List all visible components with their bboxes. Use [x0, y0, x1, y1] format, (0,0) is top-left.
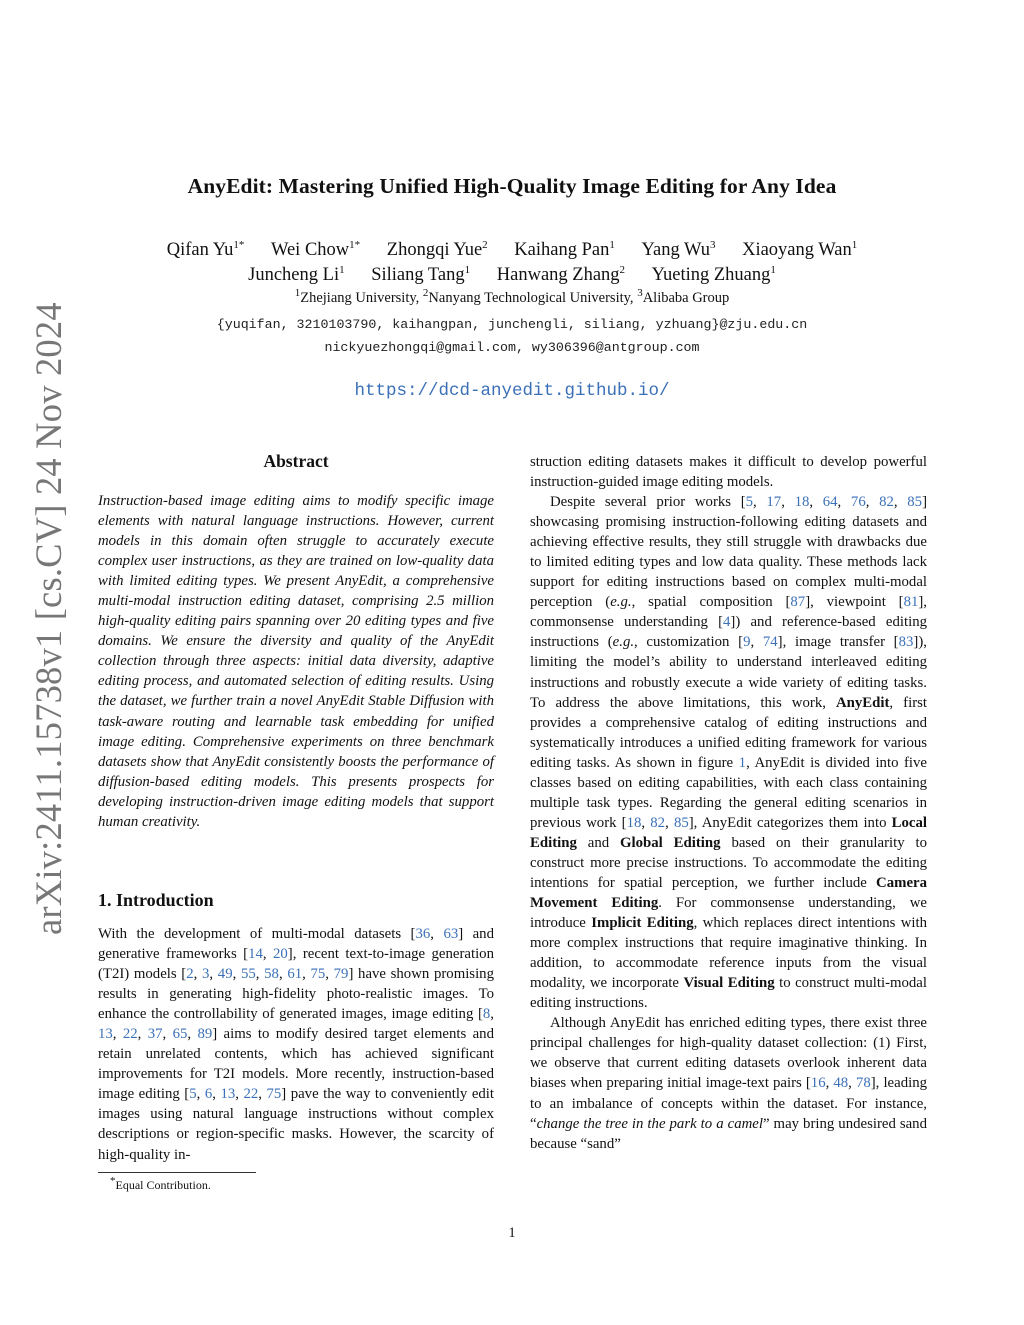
author: Yang Wu$^3$ — [641, 238, 716, 260]
citation-link[interactable]: 22 — [122, 1026, 138, 1043]
paper-title: AnyEdit: Mastering Unified High-Quality Image Editing for Any Idea — [187, 174, 837, 198]
author: Qifan $Yu^{1*}$ — [166, 238, 245, 260]
author-list-row1 — [0, 240, 1024, 261]
right-column-text — [530, 452, 927, 1154]
affiliations: $^1$Zhejiang University, $^2$Nanyang Technological University, $^3$Alibaba Group — [294, 287, 730, 306]
citation-link[interactable]: 3 — [202, 966, 210, 983]
author: Yueting Zhuang$^1$ — [651, 263, 776, 285]
citation-link[interactable]: 63 — [443, 926, 459, 942]
author-list-row2 — [0, 265, 1024, 286]
figure-link[interactable]: 1 — [738, 754, 747, 771]
citation-link[interactable]: 76 — [850, 494, 866, 511]
citation-link[interactable]: 75 — [310, 966, 326, 983]
citation-link[interactable]: 5 — [745, 494, 754, 511]
citation-link[interactable]: 78 — [855, 1075, 871, 1092]
citation-link[interactable]: 16 — [810, 1075, 826, 1092]
citation-link[interactable]: 48 — [833, 1075, 849, 1092]
author: Xiaoyang Wan$^1$ — [742, 238, 858, 260]
author: Wei Chow$^{1*}$ — [270, 238, 361, 260]
author: Hanwang Zhang$^2$ — [496, 263, 626, 285]
citation-link[interactable]: 4 — [723, 614, 731, 631]
citation-link[interactable]: 75 — [266, 1086, 282, 1103]
citation-link[interactable]: 13 — [98, 1026, 113, 1043]
citation-link[interactable]: 2 — [186, 966, 194, 983]
citation-link[interactable]: 87 — [790, 594, 806, 611]
citation-link[interactable]: 8 — [482, 1006, 491, 1023]
footnote-rule — [98, 1172, 256, 1173]
arxiv-identifier: arXiv:2411.15738v1 [cs.CV] 24 Nov 2024 — [28, 302, 69, 935]
paragraph-continuation: struction editing datasets makes it difficult to develop powerful instruction-guided image editing models. — [530, 454, 927, 491]
author: Siliang Tang$^1$ — [371, 263, 471, 285]
citation-link[interactable]: 13 — [220, 1086, 236, 1103]
citation-link[interactable]: 81 — [903, 594, 919, 611]
citation-link[interactable]: 65 — [172, 1026, 188, 1043]
citation-link[interactable]: 55 — [240, 966, 256, 983]
paragraph-challenges: Although AnyEdit has enriched editing types, there exist three principal challenges for high-quality dataset collection: (1) First, we observe that current editing datasets overlook inherent data biases when preparing initial image-text pairs [16, 48, 78], leading to an imbalance of concepts within the dataset. For instance, “change the tree in the park to a camel” may bring undesired sand because “sand” — [530, 1015, 927, 1152]
citation-link[interactable]: 89 — [197, 1026, 213, 1043]
citation-link[interactable]: 79 — [333, 966, 349, 983]
citation-link[interactable]: 18 — [794, 494, 810, 511]
citation-link[interactable]: 82 — [650, 814, 666, 831]
citation-link[interactable]: 49 — [217, 966, 233, 983]
citation-link[interactable]: 82 — [879, 494, 894, 511]
citation-link[interactable]: 61 — [287, 966, 303, 983]
citation-link[interactable]: 14 — [248, 946, 263, 963]
citation-link[interactable]: 36 — [415, 926, 431, 942]
paragraph-prior-works: Despite several prior works [5, 17, 18, 64, 76, 82, 85] showcasing promising instruction-following editing datasets and achieving effective results, they still struggle with drawbacks due to limited editing types and low data quality. These methods lack support for editing instructions based on complex multi-modal perception (e.g., spatial composition [87], viewpoint [81], commonsense understanding [4]) and reference-based editing instructions (e.g., customization [9, 74], image transfer [83]), limiting the model’s ability to understand interleaved editing instructions and robustly execute a wide variety of editing tasks. To address the above limitations, this work, AnyEdit, first provides a comprehensive catalog of editing instructions and systematically introduces a unified editing framework for various editing tasks. As shown in figure 1, AnyEdit is divided into five classes based on editing capabilities, with each class containing multiple task types. Regarding the general editing scenarios in previous work [18, 82, 85], AnyEdit categorizes them into Local Editing and Global Editing based on their granularity to construct more precise instructions. To accommodate the editing intentions for spatial perception, we further include Camera Movement Editing. For commonsense understanding, we introduce Implicit Editing, which replaces direct intentions with more complex instructions that require imaginative thinking. In addition, to accommodate reference inputs from the visual modality, we incorporate Visual Editing to construct multi-modal editing instructions. — [530, 494, 928, 1012]
author: Juncheng Li$^1$ — [248, 263, 345, 285]
citation-link[interactable]: 5 — [189, 1086, 197, 1103]
page-number: 1 — [508, 1225, 516, 1241]
citation-link[interactable]: 6 — [204, 1086, 213, 1103]
citation-link[interactable]: 58 — [264, 966, 279, 983]
email-line-1: {yuqifan, 3210103790, kaihangpan, junchengli, siliang, yzhuang}@zju.edu.cn — [216, 317, 808, 332]
author: Zhongqi Yue$^2$ — [386, 238, 488, 260]
citation-link[interactable]: 22 — [243, 1086, 259, 1103]
author: Kaihang Pan$^1$ — [514, 238, 615, 260]
citation-link[interactable]: 85 — [907, 494, 923, 511]
citation-link[interactable]: 18 — [626, 814, 642, 831]
citation-link[interactable]: 64 — [822, 494, 838, 511]
email-line-2: nickyuezhongqi@gmail.com, wy306396@antgroup.com — [324, 340, 700, 355]
footnote: *Equal Contribution. — [110, 1175, 211, 1192]
introduction-paragraph: With the development of multi-modal datasets [36, 63] and generative frameworks [14, 20], recent text-to-image generation (T2I) models [2, 3, 49, 55, 58, 61, 75, 79] have shown promising results in generating high-fidelity photo-realistic images. To enhance the controllability of generated images, image editing [8, 13, 22, 37, 65, 89] aims to modify desired target elements and retain unrelated contents, which has achieved significant improvements for T2I models. More recently, instruction-based image editing [5, 6, 13, 22, 75] pave the way to conveniently edit images using natural language instructions without complex descriptions or region-specific masks. However, the scarcity of high-quality in- — [98, 926, 495, 1163]
citation-link[interactable]: 85 — [673, 814, 689, 831]
citation-link[interactable]: 74 — [762, 634, 778, 651]
citation-link[interactable]: 9 — [743, 634, 751, 651]
citation-link[interactable]: 17 — [766, 494, 782, 511]
abstract-heading: Abstract — [263, 451, 329, 471]
citation-link[interactable]: 83 — [898, 634, 914, 651]
section-heading-introduction: 1. Introduction — [98, 890, 214, 910]
citation-link[interactable]: 37 — [147, 1026, 163, 1043]
project-url-link[interactable]: https://dcd-anyedit.github.io/ — [354, 381, 670, 401]
abstract-body: Instruction-based image editing aims to modify specific image elements with natural language instructions. However, current models in this domain often struggle to accurately execute complex user instructions, as they are trained on low-quality data with limited editing types. We present AnyEdit, a comprehensive multi-modal instruction editing dataset, comprising 2.5 million high-quality editing pairs spanning over 20 editing types and five domains. We ensure the diversity and quality of the AnyEdit collection through three aspects: initial data diversity, adaptive editing process, and automated selection of editing results. Using the dataset, we further train a novel AnyEdit Stable Diffusion with task-aware routing and learnable task embedding for unified image editing. Comprehensive experiments on three benchmark datasets show that AnyEdit consistently boosts the performance of diffusion-based editing models. This presents prospects for developing instruction-driven image editing models that support human creativity. — [98, 493, 494, 830]
citation-link[interactable]: 20 — [272, 946, 288, 963]
